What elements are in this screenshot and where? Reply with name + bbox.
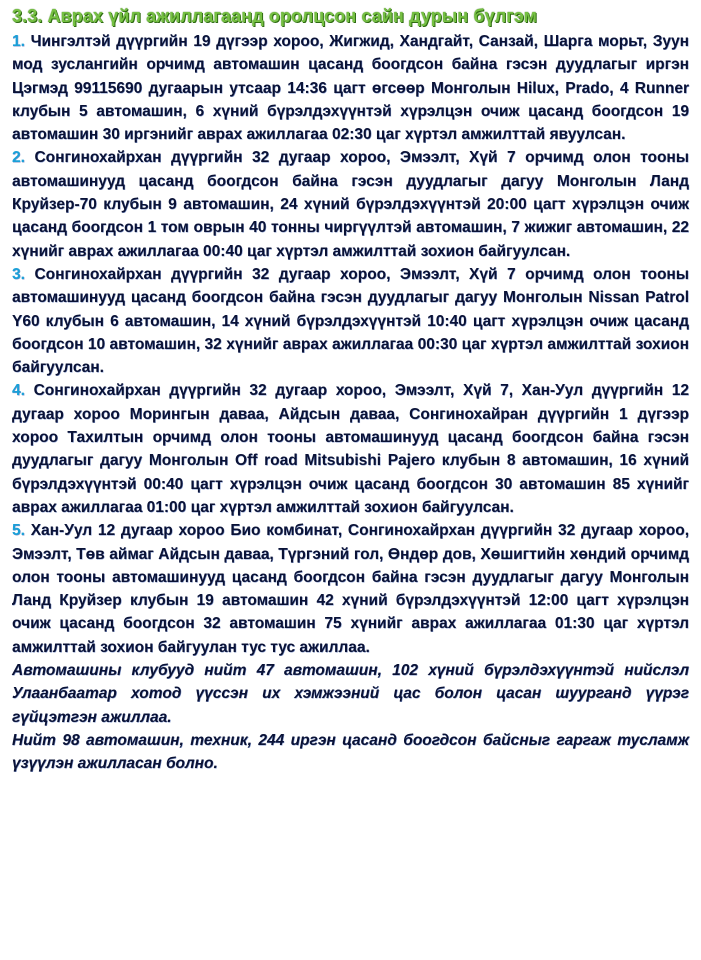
list-item — [12, 379, 689, 519]
item-number: 2. — [12, 149, 25, 167]
list-item — [12, 519, 689, 659]
list-item — [12, 263, 689, 379]
item-number: 5. — [12, 522, 25, 540]
item-number: 4. — [12, 382, 25, 400]
section-heading: 3.3. Аврах үйл ажиллагаанд оролцсон сайн дурын бүлгэм — [12, 6, 538, 26]
item-text: Сонгинохайрхан дүүргийн 32 дугаар хороо, Эмээлт, Хүй 7 орчимд олон тооны автомашинууд цасанд боогдсон байна гэсэн дуудлагыг дагуу Монголын Ланд Круйзер-70 клубын 9 автомашин, 24 хүний бүрэлдэхүүнтэй 20:00 цагт хүрэлцэн очиж цасанд боогдсон 1 том оврын 40 тонны чиргүүлтэй автомашин, 7 жижиг автомашин, 22 хүнийг аврах ажиллагаа 00:40 цаг хүртэл амжилттай зохион байгуулсан. — [12, 149, 690, 260]
summary-paragraph: Автомашины клубууд нийт 47 автомашин, 102 хүний бүрэлдэхүүнтэй нийслэл Улаанбаатар хотод үүссэн их хэмжээний цас болон цасан шуурганд үүрэг гүйцэтгэн ажиллаа. — [12, 662, 689, 726]
list-item — [12, 146, 689, 262]
item-text: Сонгинохайрхан дүүргийн 32 дугаар хороо, Эмээлт, Хүй 7 орчимд олон тооны автомашинууд цасанд боогдсон байна гэсэн дуудлагыг дагуу Монголын Nissan Patrol Y60 клубын 6 автомашин, 14 хүний бүрэлдэхүүнтэй 10:40 цагт хүрэлцэн очиж цасанд боогдсон 10 автомашин, 32 хүнийг аврах ажиллагаа 00:30 цаг хүртэл амжилттай зохион байгуулсан. — [12, 265, 690, 377]
item-text: Сонгинохайрхан дүүргийн 32 дугаар хороо, Эмээлт, Хүй 7, Хан-Уул дүүргийн 12 дугаар хороо Морингын даваа, Айдсын даваа, Сонгинохайран дүүргийн 1 дүгээр хороо Тахилтын орчимд олон тооны автомашинууд цасанд боогдсон байна гэсэн дуудлагыг дагуу Монголын Off road Mitsubishi Pajero клубын 8 автомашин, 16 хүний бүрэлдэхүүнтэй 00:40 цагт хүрэлцэн очиж цасанд боогдсон 30 автомашин 85 хүнийг аврах ажиллагаа 01:00 цаг хүртэл амжилттай зохион байгуулсан. — [12, 382, 689, 516]
item-text: Чингэлтэй дүүргийн 19 дүгээр хороо, Жигжид, Хандгайт, Санзай, Шарга морьт, Зуун мод зуслангийн орчимд автомашин цасанд боогдсон байна гэсэн дуудлагыг иргэн Цэгмэд 99115690 дугаарын утсаар 14:36 цагт өгсөөр Монголын Hilux, Prado, 4 Runner клубын 5 автомашин, 6 хүний бүрэлдэхүүнтэй хүрэлцэн очиж цасанд боогдсон 19 автомашин 30 иргэнийг аврах ажиллагаа 02:30 цаг хүртэл амжилттай явуулсан. — [12, 33, 690, 144]
section-body — [12, 30, 689, 776]
summary-paragraph: Нийт 98 автомашин, техник, 244 иргэн цасанд боогдсон байсныг гаргаж тусламж үзүүлэн ажилласан болно. — [12, 731, 689, 773]
list-item — [12, 30, 689, 146]
item-number: 3. — [12, 265, 25, 283]
item-text: Хан-Уул 12 дугаар хороо Био комбинат, Сонгинохайрхан дүүргийн 32 дугаар хороо, Эмээлт, Төв аймаг Айдсын даваа, Түргэний гол, Өндөр дов, Хөшигтийн хөндий орчимд олон тооны автомашинууд цасанд боогдсон байна гэсэн дуудлагыг дагуу Монголын Ланд Круйзер клубын 19 автомашин 42 хүний бүрэлдэхүүнтэй 12:00 цагт хүрэлцэн очиж цасанд боогдсон 32 автомашин 75 хүнийг аврах ажиллагаа 01:30 цаг хүртэл амжилттай зохион байгуулан тус тус ажиллаа. — [12, 522, 689, 656]
item-number: 1. — [12, 33, 25, 50]
